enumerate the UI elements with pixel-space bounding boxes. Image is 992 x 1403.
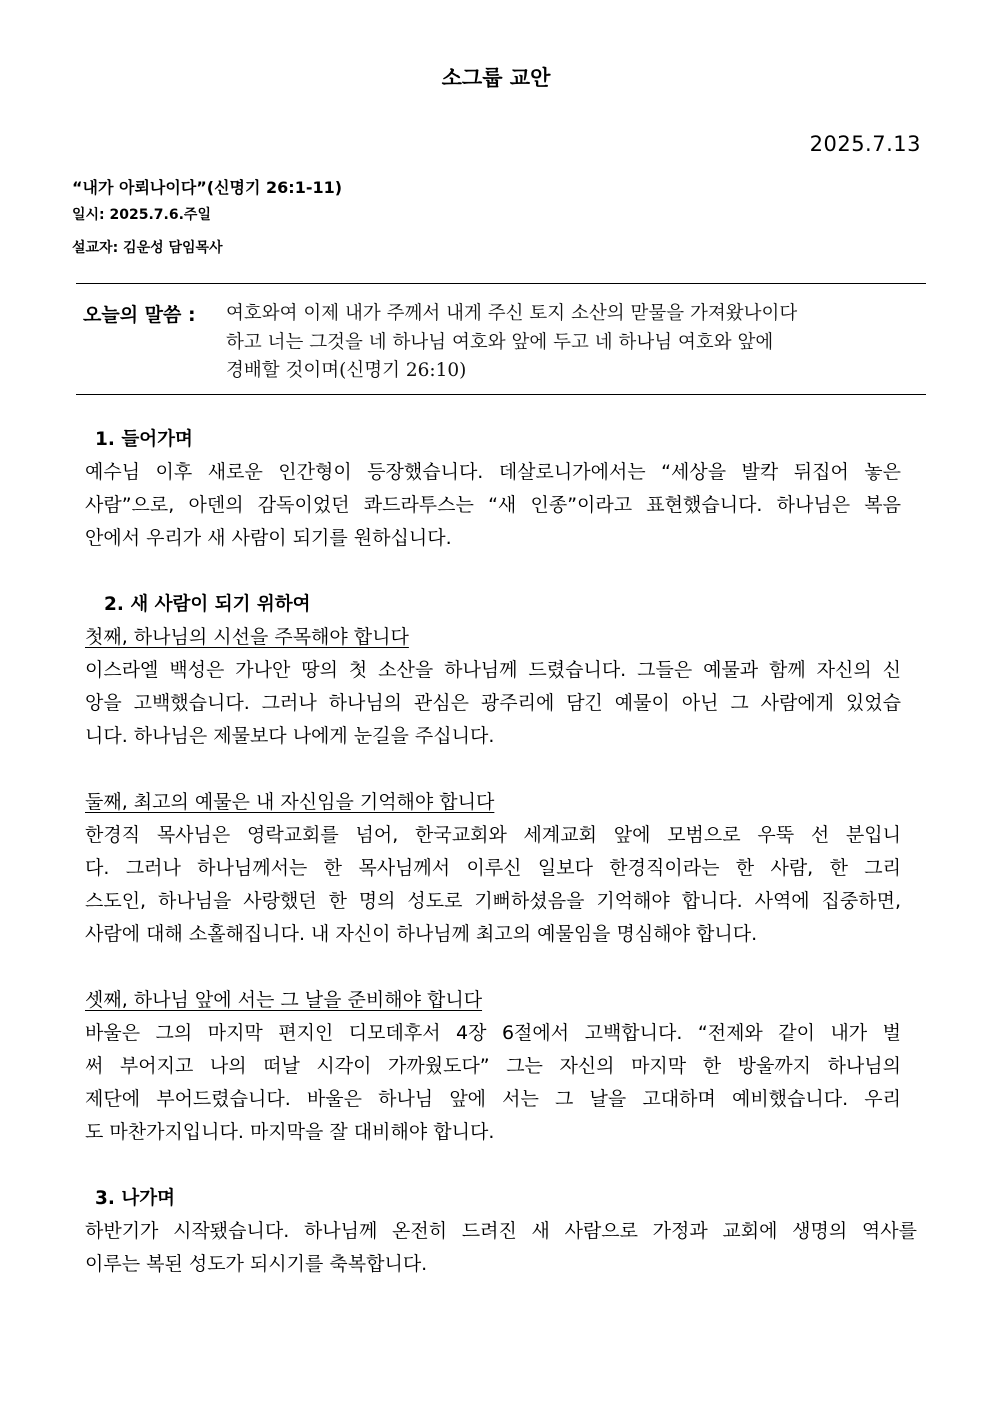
todays-word-line: 여호와여 이제 내가 주께서 내게 주신 토지 소산의 맏물을 가져왔나이다 bbox=[226, 303, 798, 324]
preacher-line: 설교자: 김운성 담임목사 bbox=[72, 240, 223, 256]
paragraph-line: 니다. 하나님은 제물보다 나에게 눈길을 주십니다. bbox=[85, 725, 495, 747]
todays-word-label: 오늘의 말씀 : bbox=[83, 304, 196, 326]
subheading-third: 셋째, 하나님 앞에 서는 그 날을 준비해야 합니다 bbox=[85, 989, 483, 1011]
paragraph-line: 한경직 목사님은 영락교회를 넘어, 한국교회와 세계교회 앞에 모범으로 우뚝 선 분입니 bbox=[85, 824, 901, 846]
document-title: 소그룹 교안 bbox=[441, 66, 551, 90]
intro-paragraph bbox=[85, 456, 901, 555]
document-date: 2025.7.13 bbox=[809, 132, 921, 156]
second-paragraph bbox=[85, 819, 901, 951]
paragraph-line: 스도인, 하나님을 사랑했던 한 명의 성도로 기뻐하셨음을 기억해야 합니다. 사역에 집중하면, bbox=[85, 890, 901, 912]
first-paragraph bbox=[85, 654, 901, 753]
paragraph-line: 써 부어지고 나의 떠날 시각이 가까웠도다” 그는 자신의 마지막 한 방울까지 하나님의 bbox=[85, 1055, 901, 1077]
paragraph-line: 이스라엘 백성은 가나안 땅의 첫 소산을 하나님께 드렸습니다. 그들은 예물과 함께 자신의 신 bbox=[85, 659, 901, 681]
paragraph-line: 도 마찬가지입니다. 마지막을 잘 대비해야 합니다. bbox=[85, 1121, 495, 1143]
paragraph-line: 제단에 부어드렸습니다. 바울은 하나님 앞에 서는 그 날을 고대하며 예비했습니다. 우리 bbox=[85, 1088, 901, 1110]
todays-word-line: 경배할 것이며(신명기 26:10) bbox=[226, 360, 467, 381]
todays-word-line: 하고 너는 그것을 네 하나님 여호와 앞에 두고 네 하나님 여호와 앞에 bbox=[226, 331, 774, 353]
paragraph-line: 예수님 이후 새로운 인간형이 등장했습니다. 데살로니가에서는 “세상을 발칵 뒤집어 놓은 bbox=[85, 461, 901, 483]
paragraph-line: 사람”으로, 아덴의 감독이었던 콰드라투스는 “새 인종”이라고 표현했습니다. 하나님은 복음 bbox=[85, 494, 901, 516]
sermon-date-line: 일시: 2025.7.6.주일 bbox=[72, 207, 211, 223]
paragraph-line: 다. 그러나 하나님께서는 한 목사님께서 이루신 일보다 한경직이라는 한 사람, 한 그리 bbox=[85, 857, 901, 879]
section-heading-intro: 1. 들어가며 bbox=[95, 429, 193, 450]
paragraph-line: 앙을 고백했습니다. 그러나 하나님의 관심은 광주리에 담긴 예물이 아닌 그 사람에게 있었습 bbox=[85, 692, 901, 714]
bottom-divider bbox=[76, 394, 926, 395]
paragraph-line: 사람에 대해 소홀해집니다. 내 자신이 하나님께 최고의 예물임을 명심해야 합니다. bbox=[85, 923, 758, 945]
section-heading-new-person: 2. 새 사람이 되기 위하여 bbox=[104, 594, 311, 615]
sermon-title: “내가 아뢰나이다”(신명기 26:1-11) bbox=[72, 178, 343, 197]
subheading-first: 첫째, 하나님의 시선을 주목해야 합니다 bbox=[85, 626, 409, 648]
section-heading-closing: 3. 나가며 bbox=[95, 1188, 175, 1209]
paragraph-line: 하반기가 시작됐습니다. 하나님께 온전히 드려진 새 사람으로 가정과 교회에 생명의 역사를 bbox=[85, 1220, 917, 1242]
third-paragraph bbox=[85, 1017, 901, 1149]
paragraph-line: 바울은 그의 마지막 편지인 디모데후서 4장 6절에서 고백합니다. “전제와 같이 내가 벌 bbox=[85, 1022, 901, 1044]
top-divider bbox=[76, 283, 926, 284]
todays-word-text bbox=[226, 300, 886, 386]
closing-paragraph bbox=[85, 1215, 917, 1281]
subheading-second: 둘째, 최고의 예물은 내 자신임을 기억해야 합니다 bbox=[85, 791, 495, 813]
paragraph-line: 안에서 우리가 새 사람이 되기를 원하십니다. bbox=[85, 527, 452, 549]
paragraph-line: 이루는 복된 성도가 되시기를 축복합니다. bbox=[85, 1253, 428, 1275]
